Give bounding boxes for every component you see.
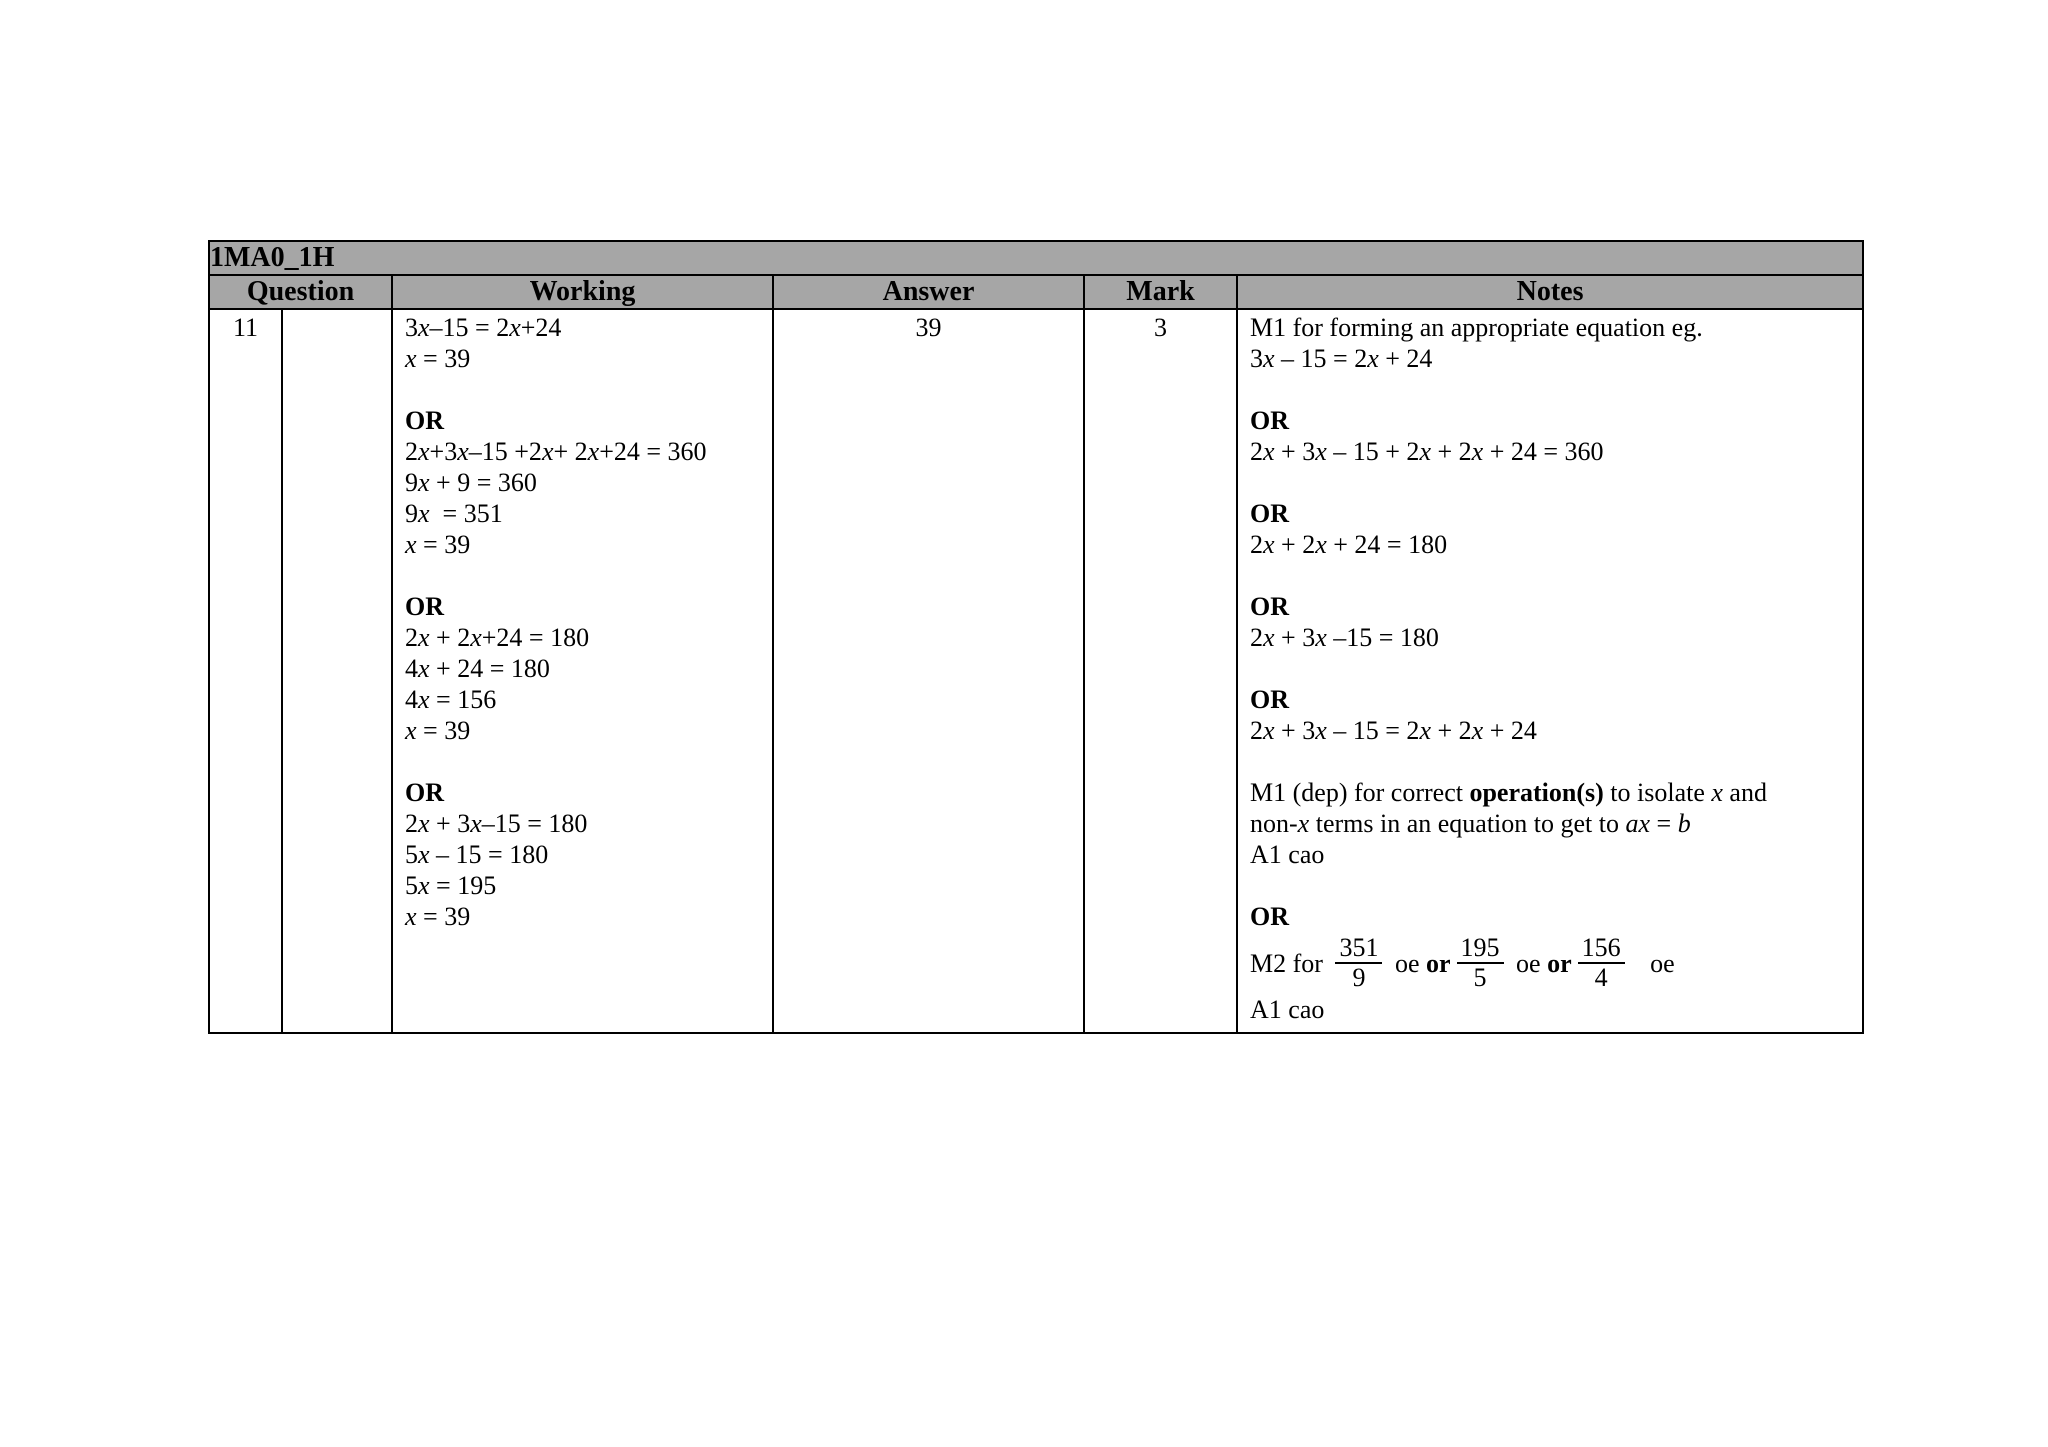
notes-line: non-x terms in an equation to get to ax = b [1250,809,1691,838]
question-row [209,309,1863,1033]
notes-line: A1 cao [1250,995,1325,1024]
notes-or: OR [1250,406,1289,435]
working-line: 2x + 3x–15 = 180 [405,809,588,838]
working-cell [392,309,773,1033]
fraction-156-4: $\frac{156}{4}$ [1578,934,1625,992]
notes-m2-line: M2 for $\frac{351}{9}$ oe or $\frac{195}{5}$ oe or $\frac{156}{4}$ oe [1250,933,1675,992]
notes-cell [1237,309,1863,1033]
paper-code: 1MA0_1H [209,241,1863,275]
header-row [209,275,1863,309]
working-or: OR [405,592,444,621]
notes-or: OR [1250,902,1289,931]
working-line: x = 39 [405,344,471,373]
question-number: 11 [209,309,282,1033]
working-line: x = 39 [405,902,471,931]
working-line: 5x = 195 [405,871,497,900]
working-line: x = 39 [405,716,471,745]
working-line: 5x – 15 = 180 [405,840,549,869]
mark-cell: 3 [1084,309,1237,1033]
working-line: 2x + 2x+24 = 180 [405,623,590,652]
working-line: 4x = 156 [405,685,497,714]
notes-line: 3x – 15 = 2x + 24 [1250,344,1433,373]
working-line: 4x + 24 = 180 [405,654,550,683]
working-or: OR [405,406,444,435]
notes-or: OR [1250,592,1289,621]
working-line: 2x+3x–15 +2x+ 2x+24 = 360 [405,437,707,466]
notes-or: OR [1250,499,1289,528]
mark-scheme-sheet [208,240,1862,1034]
header-mark: Mark [1084,275,1237,309]
notes-line: 2x + 3x – 15 = 2x + 2x + 24 [1250,716,1537,745]
header-notes: Notes [1237,275,1863,309]
header-working: Working [392,275,773,309]
working-line: x = 39 [405,530,471,559]
working-or: OR [405,778,444,807]
paper-code-row [209,241,1863,275]
mark-scheme-table [208,240,1864,1034]
fraction-351-9: $\frac{351}{9}$ [1335,934,1382,992]
notes-line: A1 cao [1250,840,1325,869]
question-part [282,309,392,1033]
notes-line: M1 for forming an appropriate equation eg. [1250,313,1703,342]
fraction-195-5: $\frac{195}{5}$ [1457,934,1504,992]
working-line: 3x–15 = 2x+24 [405,313,562,342]
notes-line: M1 (dep) for correct operation(s) to isolate x and [1250,778,1767,807]
working-line: 9x = 351 [405,499,503,528]
header-answer: Answer [773,275,1084,309]
working-line: 9x + 9 = 360 [405,468,537,497]
notes-line: 2x + 3x –15 = 180 [1250,623,1439,652]
notes-line: 2x + 2x + 24 = 180 [1250,530,1448,559]
header-question: Question [209,275,392,309]
answer-cell: 39 [773,309,1084,1033]
notes-line: 2x + 3x – 15 + 2x + 2x + 24 = 360 [1250,437,1604,466]
notes-or: OR [1250,685,1289,714]
